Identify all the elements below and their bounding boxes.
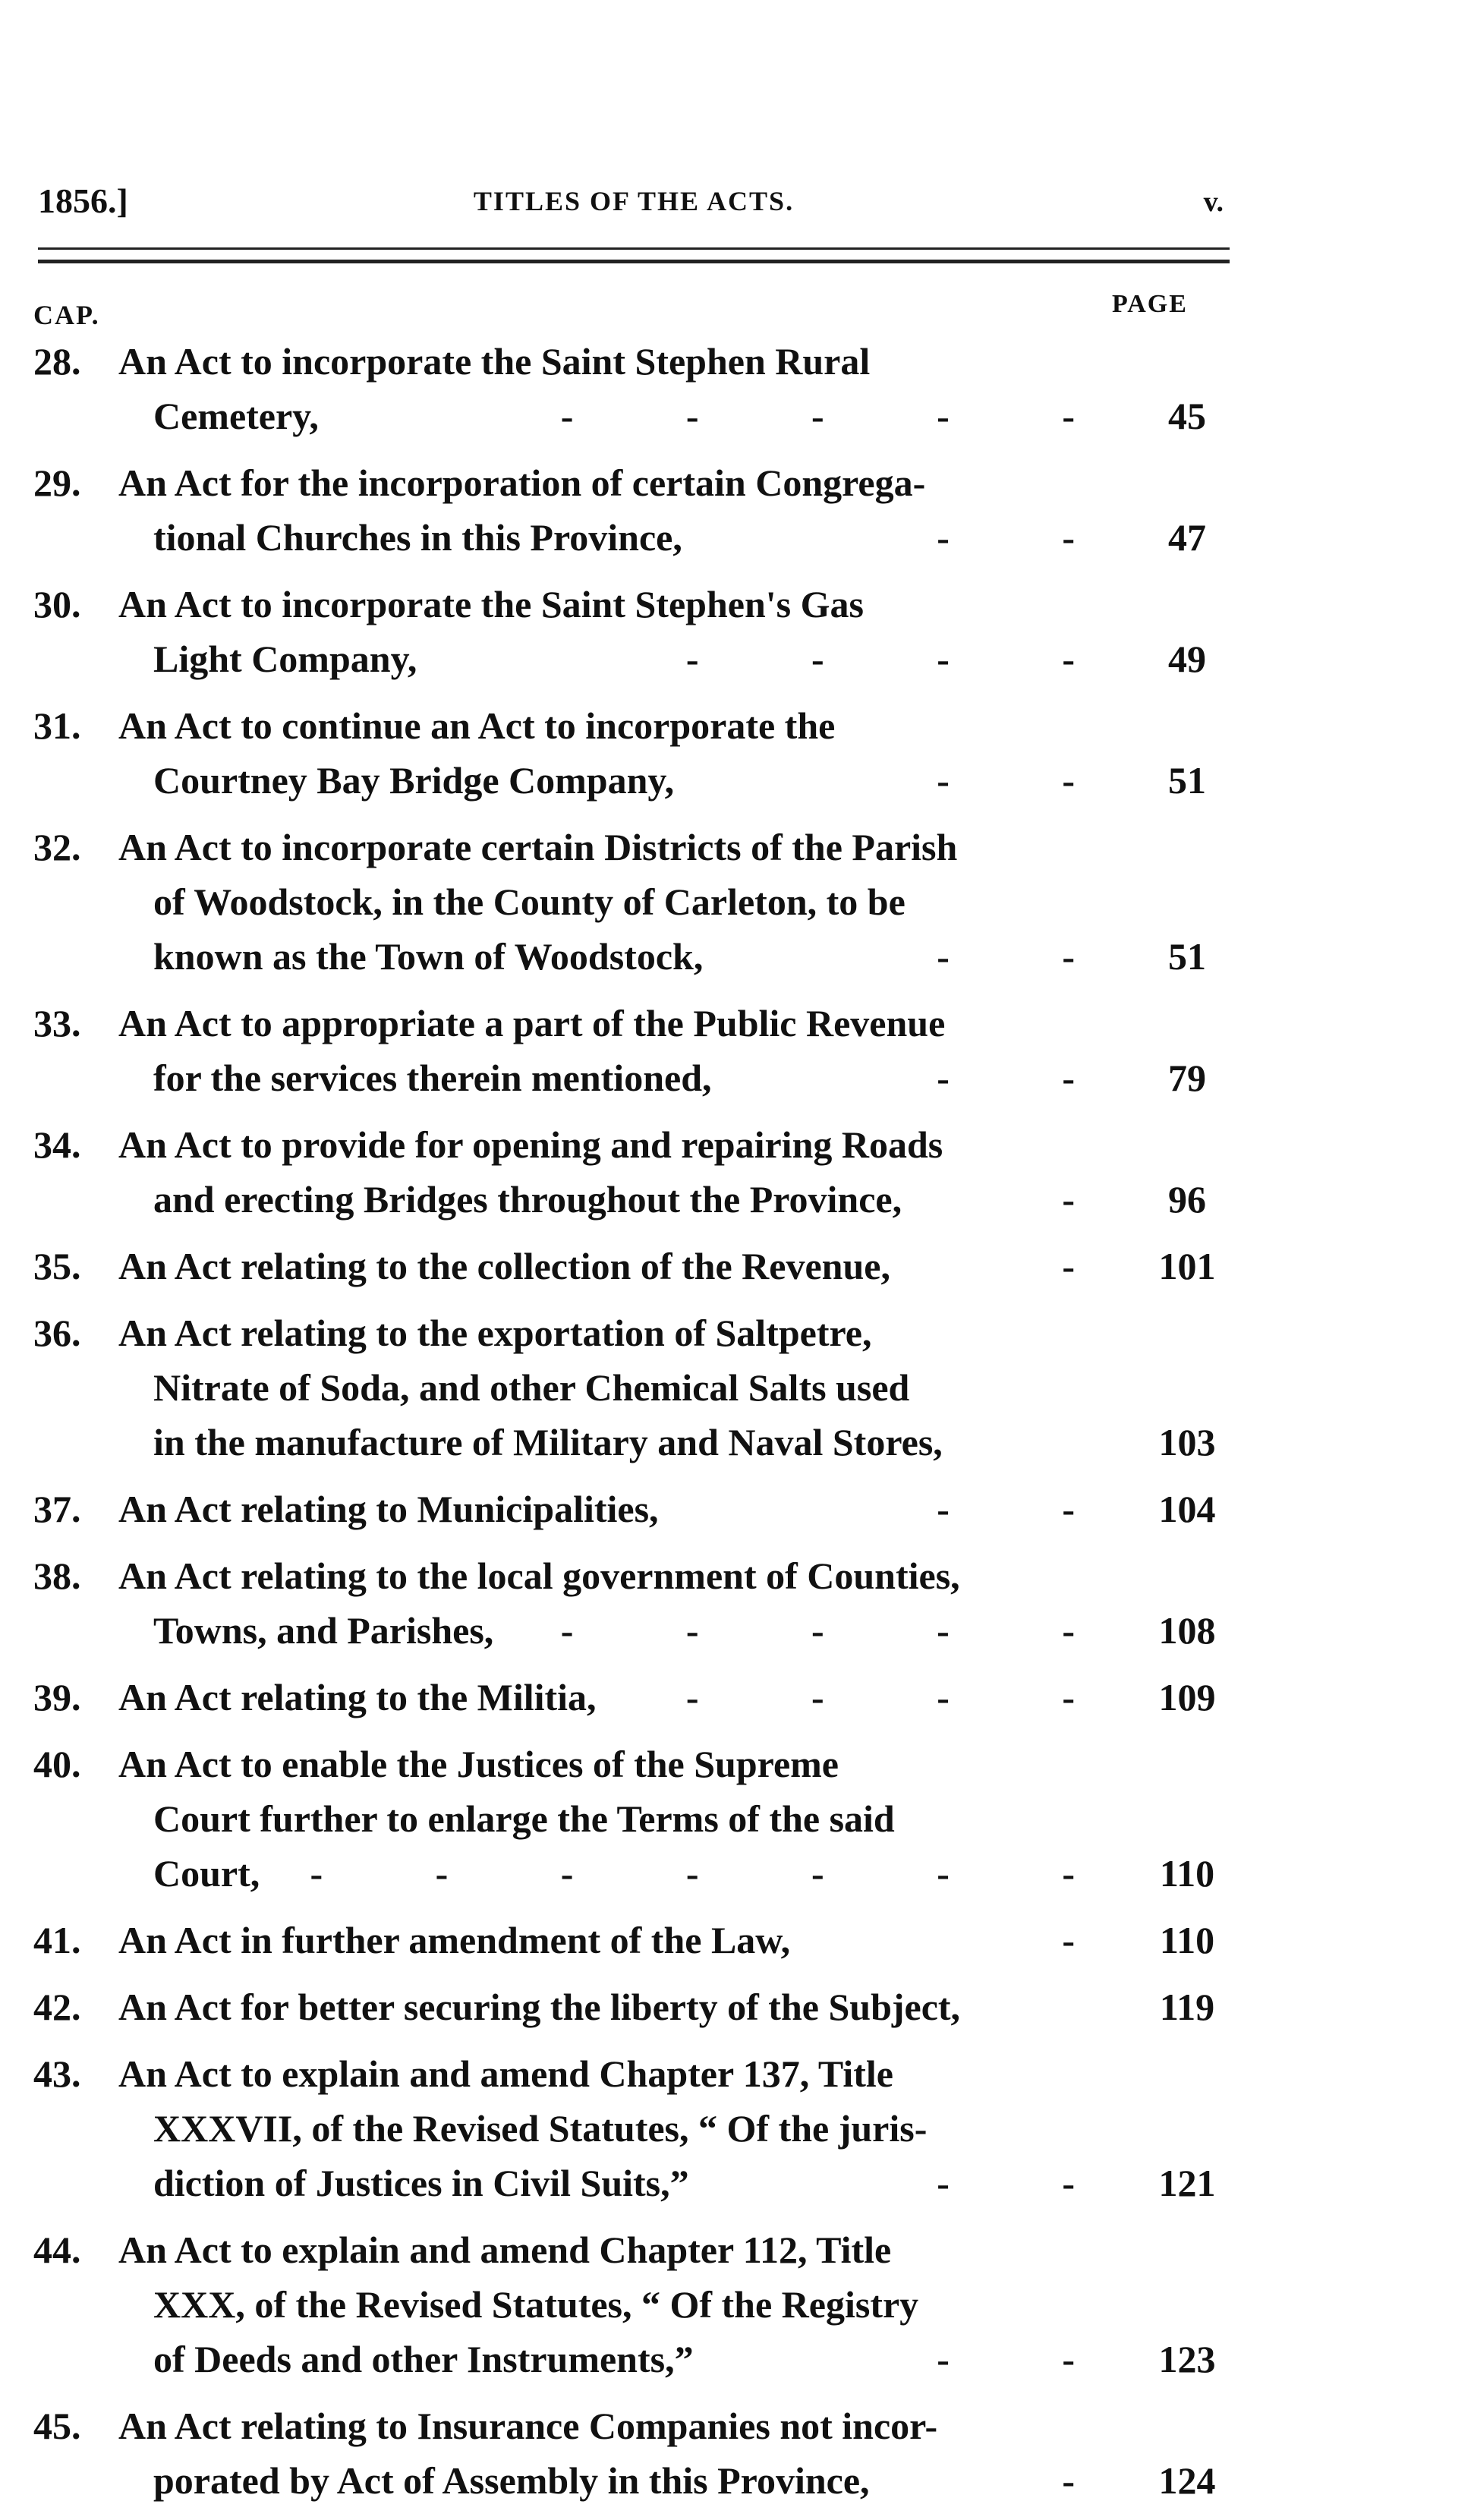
- act-entry-line: [33, 1239, 1240, 1293]
- chapter-number: 32.: [33, 826, 81, 868]
- chapter-number: 30.: [33, 583, 81, 625]
- page-number: 96: [1168, 1178, 1206, 1221]
- dot-leader: - -: [937, 759, 1126, 802]
- act-entry-line: [33, 1846, 1240, 1901]
- act-entry-line: [33, 874, 1240, 929]
- act-entry-line: [33, 1415, 1240, 1469]
- act-entry-line: [33, 1482, 1240, 1536]
- chapter-number: 40.: [33, 1743, 81, 1785]
- chapter-number: 39.: [33, 1676, 81, 1718]
- act-title-text: for the services therein mentioned,: [153, 1057, 712, 1099]
- chapter-number: 34.: [33, 1123, 81, 1166]
- act-title-text: An Act to appropriate a part of the Public Revenue: [118, 1002, 946, 1044]
- act-title-text: XXXVII, of the Revised Statutes, “ Of the juris-: [153, 2107, 928, 2150]
- chapter-number: 44.: [33, 2229, 81, 2271]
- act-title-text: An Act relating to the Militia,: [118, 1676, 597, 1718]
- act-entry: [33, 2399, 1240, 2508]
- chapter-number: 31.: [33, 704, 81, 747]
- act-entry-line: [33, 334, 1240, 389]
- act-title-text: An Act to explain and amend Chapter 137, Title: [118, 2052, 893, 2095]
- act-title-text: An Act relating to the collection of the Revenue,: [118, 1245, 890, 1287]
- act-title-text: of Woodstock, in the County of Carleton, to be: [153, 880, 906, 923]
- act-entry-line: [33, 1670, 1240, 1725]
- dot-leader: - - - -: [685, 1676, 1126, 1718]
- act-entry-line: [33, 455, 1240, 510]
- dot-leader: - - - - -: [560, 395, 1126, 437]
- chapter-number: 37.: [33, 1488, 81, 1530]
- act-entry: [33, 1980, 1240, 2034]
- act-entry: [33, 820, 1240, 984]
- dot-leader: - -: [937, 516, 1126, 559]
- act-entry: [33, 2046, 1240, 2210]
- act-entry-line: [33, 1913, 1240, 1967]
- act-title-text: An Act relating to the exportation of Saltpetre,: [118, 1312, 872, 1354]
- header-rule-thick: [38, 260, 1230, 263]
- act-title-text: An Act to incorporate the Saint Stephen's Gas: [118, 583, 864, 625]
- dot-leader: - -: [937, 1057, 1126, 1099]
- act-title-text: An Act for the incorporation of certain Congrega-: [118, 461, 926, 504]
- page-number: 45: [1168, 395, 1206, 437]
- act-title-text: diction of Justices in Civil Suits,”: [153, 2162, 689, 2204]
- chapter-number: 43.: [33, 2052, 81, 2095]
- act-entry-line: [33, 1172, 1240, 1227]
- act-entry: [33, 1239, 1240, 1293]
- dot-leader: -: [1062, 1919, 1126, 1961]
- page-number: 51: [1168, 935, 1206, 978]
- page-number: 101: [1158, 1245, 1216, 1287]
- dot-leader: - -: [937, 2338, 1126, 2380]
- act-entry-line: [33, 2453, 1240, 2508]
- chapter-number: 45.: [33, 2405, 81, 2447]
- act-title-text: An Act to incorporate the Saint Stephen Rural: [118, 340, 871, 383]
- act-entry: [33, 1482, 1240, 1536]
- chapter-number: 28.: [33, 340, 81, 383]
- act-entry: [33, 2222, 1240, 2386]
- act-title-text: porated by Act of Assembly in this Province,: [153, 2459, 870, 2502]
- chapter-number: 33.: [33, 1002, 81, 1044]
- dot-leader: -: [1062, 2459, 1126, 2502]
- act-title-text: An Act for better securing the liberty of the Subject,: [118, 1986, 961, 2028]
- act-title-text: in the manufacture of Military and Naval Stores,: [153, 1421, 943, 1463]
- act-entry: [33, 996, 1240, 1105]
- act-entry-line: [33, 2332, 1240, 2386]
- act-title-text: An Act relating to Municipalities,: [118, 1488, 659, 1530]
- act-entry-line: [33, 996, 1240, 1051]
- page-number: 108: [1158, 1609, 1216, 1652]
- act-title-text: An Act to incorporate certain Districts of the Parish: [118, 826, 958, 868]
- act-entry-line: [33, 1360, 1240, 1415]
- dot-leader: - - - - -: [560, 1609, 1126, 1652]
- running-head: [38, 181, 1230, 234]
- act-title-text: An Act relating to Insurance Companies not incor-: [118, 2405, 938, 2447]
- acts-table-of-contents: [33, 334, 1240, 2520]
- act-entry-line: [33, 753, 1240, 808]
- act-entry: [33, 1913, 1240, 1967]
- act-title-text: XXX, of the Revised Statutes, “ Of the Registry: [153, 2283, 919, 2326]
- act-entry-line: [33, 2277, 1240, 2332]
- act-entry-line: [33, 2046, 1240, 2101]
- act-entry: [33, 1548, 1240, 1658]
- page-number: 47: [1168, 516, 1206, 559]
- page-number: 79: [1168, 1057, 1206, 1099]
- act-title-text: of Deeds and other Instruments,”: [153, 2338, 694, 2380]
- act-entry-line: [33, 2101, 1240, 2156]
- act-title-text: An Act to provide for opening and repairing Roads: [118, 1123, 943, 1166]
- act-entry-line: [33, 1548, 1240, 1603]
- act-entry: [33, 698, 1240, 808]
- act-entry-line: [33, 1603, 1240, 1658]
- act-title-text: An Act in further amendment of the Law,: [118, 1919, 791, 1961]
- act-title-text: An Act to enable the Justices of the Supreme: [118, 1743, 839, 1785]
- page-number: 123: [1158, 2338, 1216, 2380]
- act-entry-line: [33, 1737, 1240, 1791]
- dot-leader: -: [1062, 1245, 1126, 1287]
- act-entry: [33, 1117, 1240, 1227]
- act-title-text: Towns, and Parishes,: [153, 1609, 494, 1652]
- act-entry-line: [33, 1051, 1240, 1105]
- act-title-text: Court,: [153, 1852, 260, 1895]
- act-entry-line: [33, 1306, 1240, 1360]
- act-title-text: An Act to continue an Act to incorporate the: [118, 704, 836, 747]
- act-entry-line: [33, 577, 1240, 632]
- dot-leader: -: [1062, 1178, 1126, 1221]
- act-entry-line: [33, 2156, 1240, 2210]
- act-title-text: tional Churches in this Province,: [153, 516, 682, 559]
- dot-leader: - -: [937, 1488, 1126, 1530]
- act-title-text: Nitrate of Soda, and other Chemical Salts used: [153, 1366, 910, 1409]
- act-entry: [33, 577, 1240, 686]
- act-entry: [33, 455, 1240, 565]
- act-entry-line: [33, 1980, 1240, 2034]
- act-title-text: Cemetery,: [153, 395, 319, 437]
- page-number: 109: [1158, 1676, 1216, 1718]
- page-number: 119: [1159, 1986, 1215, 2028]
- act-entry: [33, 1306, 1240, 1469]
- page-number: 104: [1158, 1488, 1216, 1530]
- dot-leader: - -: [937, 935, 1126, 978]
- act-title-text: Court further to enlarge the Terms of the said: [153, 1797, 895, 1840]
- act-title-text: An Act to explain and amend Chapter 112, Title: [118, 2229, 892, 2271]
- page-folio: v.: [1203, 186, 1224, 218]
- chapter-number: 42.: [33, 1986, 81, 2028]
- running-head-year: 1856.]: [38, 181, 128, 220]
- page-number: 124: [1158, 2459, 1216, 2502]
- act-entry-line: [33, 389, 1240, 443]
- page-number: 110: [1159, 1919, 1215, 1961]
- header-rule-thin: [38, 247, 1230, 250]
- act-entry-line: [33, 1117, 1240, 1172]
- chapter-number: 38.: [33, 1555, 81, 1597]
- chapter-number: 41.: [33, 1919, 81, 1961]
- act-entry-line: [33, 2222, 1240, 2277]
- act-entry: [33, 334, 1240, 443]
- act-entry-line: [33, 510, 1240, 565]
- act-title-text: and erecting Bridges throughout the Province,: [153, 1178, 902, 1221]
- running-head-title: TITLES OF THE ACTS.: [473, 186, 795, 216]
- chapter-number: 35.: [33, 1245, 81, 1287]
- act-entry-line: [33, 698, 1240, 753]
- act-entry-line: [33, 2399, 1240, 2453]
- chapter-number: 36.: [33, 1312, 81, 1354]
- page-number: 51: [1168, 759, 1206, 802]
- page-number: 49: [1168, 638, 1206, 680]
- act-entry: [33, 1737, 1240, 1901]
- page-number: 121: [1158, 2162, 1216, 2204]
- act-entry-line: [33, 632, 1240, 686]
- act-entry: [33, 1670, 1240, 1725]
- page-number: 110: [1159, 1852, 1215, 1895]
- act-entry-line: [33, 1791, 1240, 1846]
- act-title-text: Courtney Bay Bridge Company,: [153, 759, 675, 802]
- dot-leader: - -: [937, 2162, 1126, 2204]
- dot-leader: - - - - - - -: [310, 1852, 1126, 1895]
- act-title-text: An Act relating to the local government of Counties,: [118, 1555, 960, 1597]
- act-entry-line: [33, 820, 1240, 874]
- page-number: 103: [1158, 1421, 1216, 1463]
- act-entry-line: [33, 929, 1240, 984]
- act-title-text: Light Company,: [153, 638, 417, 680]
- cap-column-header: CAP.: [33, 300, 100, 330]
- dot-leader: - - - -: [685, 638, 1126, 680]
- page-column-header: PAGE: [1112, 290, 1188, 318]
- act-title-text: known as the Town of Woodstock,: [153, 935, 704, 978]
- chapter-number: 29.: [33, 461, 81, 504]
